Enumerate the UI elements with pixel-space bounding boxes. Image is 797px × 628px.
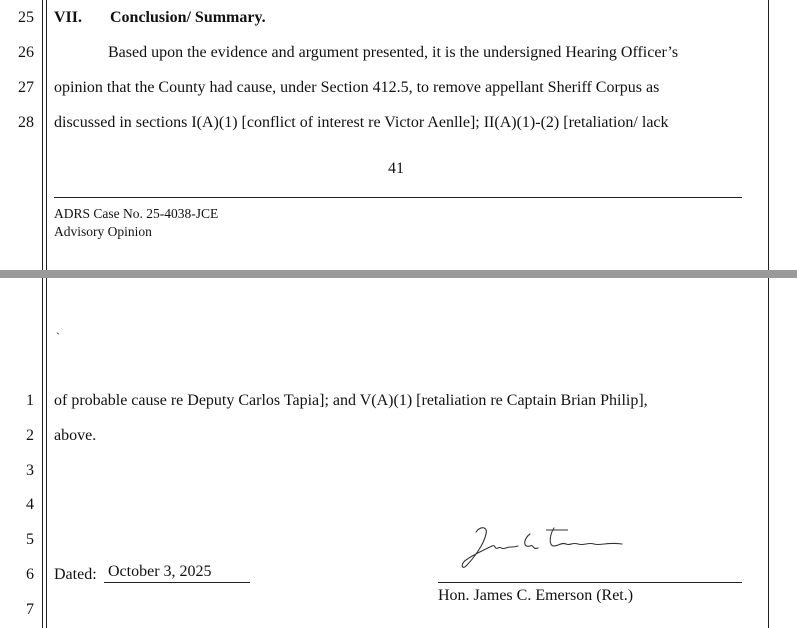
body-line: above.: [54, 427, 97, 444]
line-number: 26: [18, 44, 34, 61]
line-number: 28: [18, 114, 34, 131]
page-break-separator: [0, 270, 797, 278]
line-number-gutter-rule-inner: [46, 278, 47, 628]
stray-mark: `: [56, 330, 60, 344]
line-number: 5: [26, 531, 34, 548]
line-number: 27: [18, 79, 34, 96]
body-line: discussed in sections I(A)(1) [conflict of interest re Victor Aenlle]; II(A)(1)-(2) [retaliation/ lack: [54, 114, 669, 131]
page-number: 41: [388, 160, 404, 177]
section-title: Conclusion/ Summary.: [110, 9, 266, 26]
footer-document-type: Advisory Opinion: [54, 224, 152, 239]
body-line: opinion that the County had cause, under Section 412.5, to remove appellant Sheriff Corpus as: [54, 79, 660, 96]
footer-case-number: ADRS Case No. 25-4038-JCE: [54, 206, 219, 221]
section-heading: [54, 8, 266, 28]
line-number: 3: [26, 462, 34, 479]
line-number: 25: [18, 9, 34, 26]
line-number: 7: [26, 601, 34, 618]
footer-rule: [54, 197, 742, 198]
signature-line: [438, 582, 742, 583]
signature-icon: [458, 520, 628, 576]
line-number-gutter-rule: [42, 278, 43, 628]
body-line: of probable cause re Deputy Carlos Tapia]; and V(A)(1) [retaliation re Captain Brian Philip],: [54, 392, 648, 409]
right-margin-rule: [768, 0, 769, 270]
dated-value: October 3, 2025: [104, 562, 250, 583]
line-number: 6: [26, 566, 34, 583]
document-page-41: [0, 0, 797, 270]
line-number: 1: [26, 392, 34, 409]
line-number: 4: [26, 496, 34, 513]
line-number-gutter-rule: [42, 0, 43, 270]
line-number-gutter-rule-inner: [46, 0, 47, 270]
signer-name: Hon. James C. Emerson (Ret.): [438, 587, 634, 604]
section-number: VII.: [54, 9, 83, 26]
dated-label: Dated:: [54, 566, 97, 583]
body-line: Based upon the evidence and argument presented, it is the undersigned Hearing Officer’s: [108, 44, 679, 61]
line-number: 2: [26, 427, 34, 444]
right-margin-rule: [768, 278, 769, 628]
